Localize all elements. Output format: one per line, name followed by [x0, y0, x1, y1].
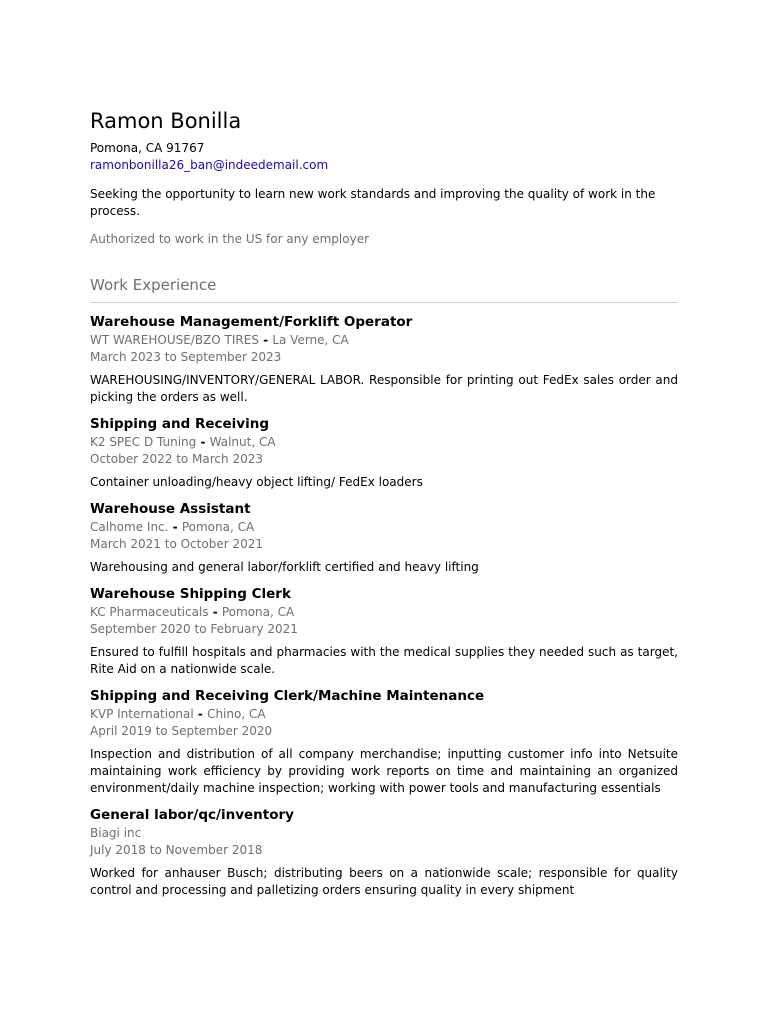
candidate-location: Pomona, CA 91767 — [90, 141, 205, 155]
job-entry — [90, 806, 678, 899]
work-experience-heading: Work Experience — [90, 276, 217, 294]
job-title: Shipping and Receiving Clerk/Machine Maintenance — [90, 688, 485, 704]
job-description: Worked for anhauser Busch; distributing beers on a nationwide scale; responsible for quality control and processing and palletizing orders ensuring quality in every shipment — [90, 866, 678, 897]
job-title: Warehouse Assistant — [90, 501, 251, 517]
job-title: General labor/qc/inventory — [90, 807, 294, 823]
job-location: Walnut, CA — [209, 435, 276, 449]
job-location: Pomona, CA — [221, 605, 295, 619]
job-title: Warehouse Management/Forklift Operator — [90, 314, 413, 330]
job-entry — [90, 313, 678, 406]
job-entry — [90, 415, 678, 491]
candidate-summary: Seeking the opportunity to learn new work standards and improving the quality of work in the process. — [90, 187, 656, 218]
job-title: Warehouse Shipping Clerk — [90, 586, 291, 602]
job-dates: March 2021 to October 2021 — [90, 537, 263, 551]
job-description: Container unloading/heavy object lifting/ FedEx loaders — [90, 475, 423, 489]
job-company-line — [90, 604, 678, 621]
candidate-email-link[interactable]: ramonbonilla26_ban@indeedemail.com — [90, 158, 329, 172]
job-company: WT WAREHOUSE/BZO TIRES — [90, 333, 259, 347]
job-location: Pomona, CA — [181, 520, 255, 534]
job-dates: April 2019 to September 2020 — [90, 724, 273, 738]
section-divider — [90, 302, 678, 303]
job-description: Warehousing and general labor/forklift certified and heavy lifting — [90, 560, 479, 574]
job-separator: - — [168, 520, 182, 534]
job-entry — [90, 585, 678, 678]
job-company-line — [90, 434, 678, 451]
resume-content — [90, 108, 678, 899]
job-company: KVP International — [90, 707, 194, 721]
job-company-line — [90, 332, 678, 349]
job-separator: - — [208, 605, 222, 619]
job-description: Inspection and distribution of all company merchandise; inputting customer info into Netsuite maintaining work efficiency by providing work reports on time and maintaining an organized environment/daily machine inspection; working with power tools and manufacturing essentials — [90, 747, 678, 795]
job-separator: - — [193, 707, 208, 721]
job-description: WAREHOUSING/INVENTORY/GENERAL LABOR. Responsible for printing out FedEx sales order and picking the orders as well. — [90, 373, 678, 404]
work-authorization: Authorized to work in the US for any employer — [90, 232, 370, 246]
candidate-email-line — [90, 157, 678, 174]
job-dates: July 2018 to November 2018 — [90, 843, 263, 857]
job-location: La Verne, CA — [272, 333, 349, 347]
job-dates: September 2020 to February 2021 — [90, 622, 298, 636]
candidate-name: Ramon Bonilla — [90, 109, 242, 133]
job-description: Ensured to fulfill hospitals and pharmacies with the medical supplies they needed such as target, Rite Aid on a nationwide scale. — [90, 645, 678, 676]
job-separator: - — [258, 333, 273, 347]
job-company: Biagi inc — [90, 826, 142, 840]
job-entry — [90, 500, 678, 576]
job-title: Shipping and Receiving — [90, 416, 270, 432]
job-company-line — [90, 825, 678, 842]
job-dates: March 2023 to September 2023 — [90, 350, 282, 364]
job-dates: October 2022 to March 2023 — [90, 452, 263, 466]
job-company-line — [90, 706, 678, 723]
job-entry — [90, 687, 678, 797]
job-company: Calhome Inc. — [90, 520, 169, 534]
job-separator: - — [196, 435, 210, 449]
job-company: K2 SPEC D Tuning — [90, 435, 197, 449]
job-company: KC Pharmaceuticals — [90, 605, 209, 619]
job-company-line — [90, 519, 678, 536]
job-location: Chino, CA — [207, 707, 266, 721]
